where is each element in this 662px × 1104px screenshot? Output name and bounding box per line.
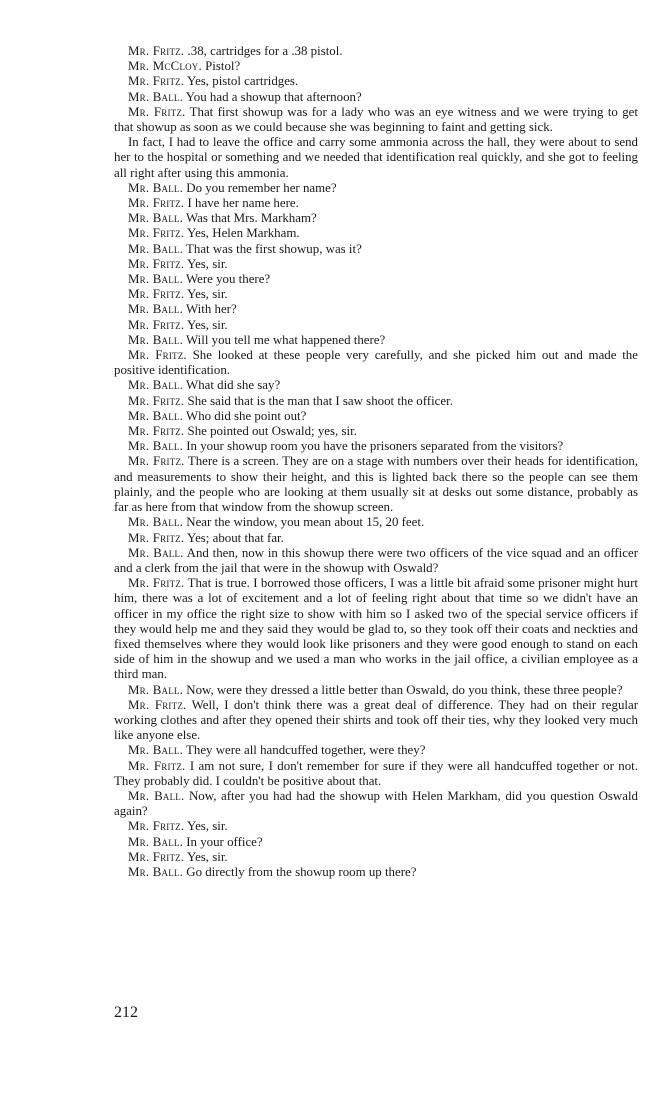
speaker-name: Mr. Ball. <box>128 302 184 317</box>
transcript-paragraph <box>114 257 638 272</box>
transcript-paragraph <box>114 90 638 105</box>
transcript-paragraph <box>114 683 638 698</box>
speaker-name: Mr. Fritz. <box>128 849 185 864</box>
transcript-paragraph <box>114 515 638 530</box>
transcript-paragraph <box>114 59 638 74</box>
testimony-text: Now, after you had had the showup with Helen Markham, did you question Oswald again? <box>114 788 638 819</box>
testimony-text: That first showup was for a lady who was an eye witness and we were trying to get that showup as soon as we could because she was beginning to faint and getting sick. <box>114 104 638 135</box>
testimony-text: With her? <box>183 302 237 317</box>
transcript-paragraph <box>114 409 638 424</box>
testimony-text: Yes, sir. <box>184 849 228 864</box>
transcript-paragraph <box>114 865 638 880</box>
testimony-text: Pistol? <box>201 59 241 74</box>
speaker-name: Mr. McCloy. <box>128 59 202 74</box>
testimony-text: In your showup room you have the prisoners separated from the visitors? <box>183 439 564 454</box>
transcript-paragraph <box>114 576 638 682</box>
speaker-name: Mr. Fritz. <box>128 74 185 89</box>
speaker-name: Mr. Fritz. <box>128 424 185 439</box>
transcript-page <box>114 44 638 880</box>
testimony-text: She said that is the man that I saw shoot the officer. <box>184 393 453 408</box>
testimony-text: Yes, pistol cartridges. <box>184 74 299 89</box>
testimony-text: You had a showup that afternoon? <box>183 89 362 104</box>
speaker-name: Mr. Fritz. <box>128 196 185 211</box>
testimony-text: Yes, Helen Markham. <box>184 226 300 241</box>
speaker-name: Mr. Ball. <box>128 515 184 530</box>
testimony-text: I am not sure, I don't remember for sure if they were all handcuffed together or not. They probably did. I couldn't be positive about that. <box>114 758 638 788</box>
speaker-name: Mr. Ball. <box>128 211 184 226</box>
transcript-paragraph <box>114 454 638 515</box>
transcript-paragraph <box>114 743 638 758</box>
transcript-paragraph <box>114 318 638 333</box>
speaker-name: Mr. Fritz. <box>128 393 185 408</box>
transcript-paragraph <box>114 850 638 865</box>
transcript-paragraph <box>114 74 638 89</box>
speaker-name: Mr. Ball. <box>128 378 184 393</box>
testimony-text: There is a screen. They are on a stage with numbers over their heads for identification, and measurements to show their height, and this is lighted back there so the people can see them plainly, and the people who are looking at them usually sit at desks out some distance, probably as far as here from that window from the showup screen. <box>114 454 638 515</box>
transcript-paragraph <box>114 378 638 393</box>
speaker-name: Mr. Fritz. <box>128 454 185 469</box>
testimony-text: .38, cartridges for a .38 pistol. <box>184 44 343 58</box>
transcript-paragraph <box>114 135 638 181</box>
testimony-text: Will you tell me what happened there? <box>183 332 386 347</box>
transcript-paragraph <box>114 698 638 744</box>
speaker-name: Mr. Ball. <box>128 834 184 849</box>
speaker-name: Mr. Ball. <box>128 682 184 697</box>
testimony-text: And then, now in this showup there were two officers of the vice squad and an officer and a clerk from the jail that were in the showup with Oswald? <box>114 545 638 575</box>
speaker-name: Mr. Ball. <box>128 545 184 560</box>
speaker-name: Mr. Fritz. <box>128 44 185 58</box>
speaker-name: Mr. Fritz. <box>128 348 187 363</box>
speaker-name: Mr. Ball. <box>128 89 184 104</box>
transcript-paragraph <box>114 333 638 348</box>
transcript-paragraph <box>114 759 638 789</box>
speaker-name: Mr. Fritz. <box>128 226 185 241</box>
speaker-name: Mr. Ball. <box>128 743 184 758</box>
speaker-name: Mr. Ball. <box>128 439 184 454</box>
testimony-text: Were you there? <box>183 272 271 287</box>
transcript-paragraph <box>114 242 638 257</box>
page-number: 212 <box>114 1004 138 1021</box>
testimony-text: Yes, sir. <box>184 317 228 332</box>
testimony-text: In fact, I had to leave the office and carry some ammonia across the hall, they were about to send her to the hospital or something and we needed that identification real quickly, and she got to feeling all right after using this ammonia. <box>114 135 638 180</box>
testimony-text: Who did she point out? <box>183 408 307 423</box>
transcript-paragraph <box>114 211 638 226</box>
speaker-name: Mr. Ball. <box>128 180 184 195</box>
transcript-paragraph <box>114 181 638 196</box>
testimony-text: Do you remember her name? <box>183 180 337 195</box>
speaker-name: Mr. Ball. <box>128 864 184 879</box>
testimony-text: Go directly from the showup room up there? <box>183 864 417 879</box>
testimony-text: Was that Mrs. Markham? <box>183 211 317 226</box>
speaker-name: Mr. Fritz. <box>128 256 185 271</box>
speaker-name: Mr. Fritz. <box>128 317 185 332</box>
testimony-text: That was the first showup, was it? <box>183 241 362 256</box>
testimony-text: I have her name here. <box>184 196 299 211</box>
transcript-paragraph <box>114 439 638 454</box>
transcript-paragraph <box>114 835 638 850</box>
speaker-name: Mr. Fritz. <box>128 697 187 712</box>
testimony-text: In your office? <box>183 834 263 849</box>
speaker-name: Mr. Ball. <box>128 272 184 287</box>
testimony-text: Yes; about that far. <box>184 530 284 545</box>
testimony-text: Well, I don't think there was a great deal of difference. They had on their regular working clothes and after they opened their shirts and took off their ties, why they looked very much like anyone else. <box>114 697 638 743</box>
testimony-text: Near the window, you mean about 15, 20 feet. <box>183 515 425 530</box>
transcript-paragraph <box>114 302 638 317</box>
speaker-name: Mr. Fritz. <box>128 576 185 591</box>
testimony-text: Now, were they dressed a little better than Oswald, do you think, these three people? <box>183 682 623 697</box>
testimony-text: What did she say? <box>183 378 281 393</box>
transcript-paragraph <box>114 196 638 211</box>
testimony-text: She pointed out Oswald; yes, sir. <box>184 424 357 439</box>
speaker-name: Mr. Ball. <box>128 408 184 423</box>
speaker-name: Mr. Ball. <box>128 241 184 256</box>
testimony-text: Yes, sir. <box>184 287 228 302</box>
transcript-paragraph <box>114 226 638 241</box>
testimony-text: Yes, sir. <box>184 256 228 271</box>
transcript-paragraph <box>114 44 638 59</box>
transcript-paragraph <box>114 348 638 378</box>
transcript-paragraph <box>114 531 638 546</box>
testimony-text: Yes, sir. <box>184 819 228 834</box>
speaker-name: Mr. Ball. <box>128 788 185 803</box>
transcript-paragraph <box>114 272 638 287</box>
testimony-text: They were all handcuffed together, were they? <box>183 743 426 758</box>
transcript-paragraph <box>114 546 638 576</box>
speaker-name: Mr. Ball. <box>128 332 184 347</box>
speaker-name: Mr. Fritz. <box>128 530 185 545</box>
transcript-paragraph <box>114 105 638 135</box>
speaker-name: Mr. Fritz. <box>128 819 185 834</box>
speaker-name: Mr. Fritz. <box>128 104 186 119</box>
transcript-paragraph <box>114 789 638 819</box>
speaker-name: Mr. Fritz. <box>128 758 186 773</box>
transcript-paragraph <box>114 394 638 409</box>
transcript-paragraph <box>114 424 638 439</box>
speaker-name: Mr. Fritz. <box>128 287 185 302</box>
testimony-text: That is true. I borrowed those officers, I was a little bit afraid some prisoner might hurt him, there was a lot of excitement and a lot of feeling right about that time so we didn't have an officer in my office the right size to show with him so I asked two of the special service officers if they would help me and they said they would be glad to, so they took off their coats and neckties and fixed themselves where they would look like prisoners and they were good enough to stand on each side of him in the showup and we used a man who works in the jail office, a civilian employee as a third man. <box>114 576 638 682</box>
testimony-text: She looked at these people very carefully, and she picked him out and made the positive identification. <box>114 348 638 378</box>
transcript-paragraph <box>114 287 638 302</box>
transcript-paragraph <box>114 819 638 834</box>
